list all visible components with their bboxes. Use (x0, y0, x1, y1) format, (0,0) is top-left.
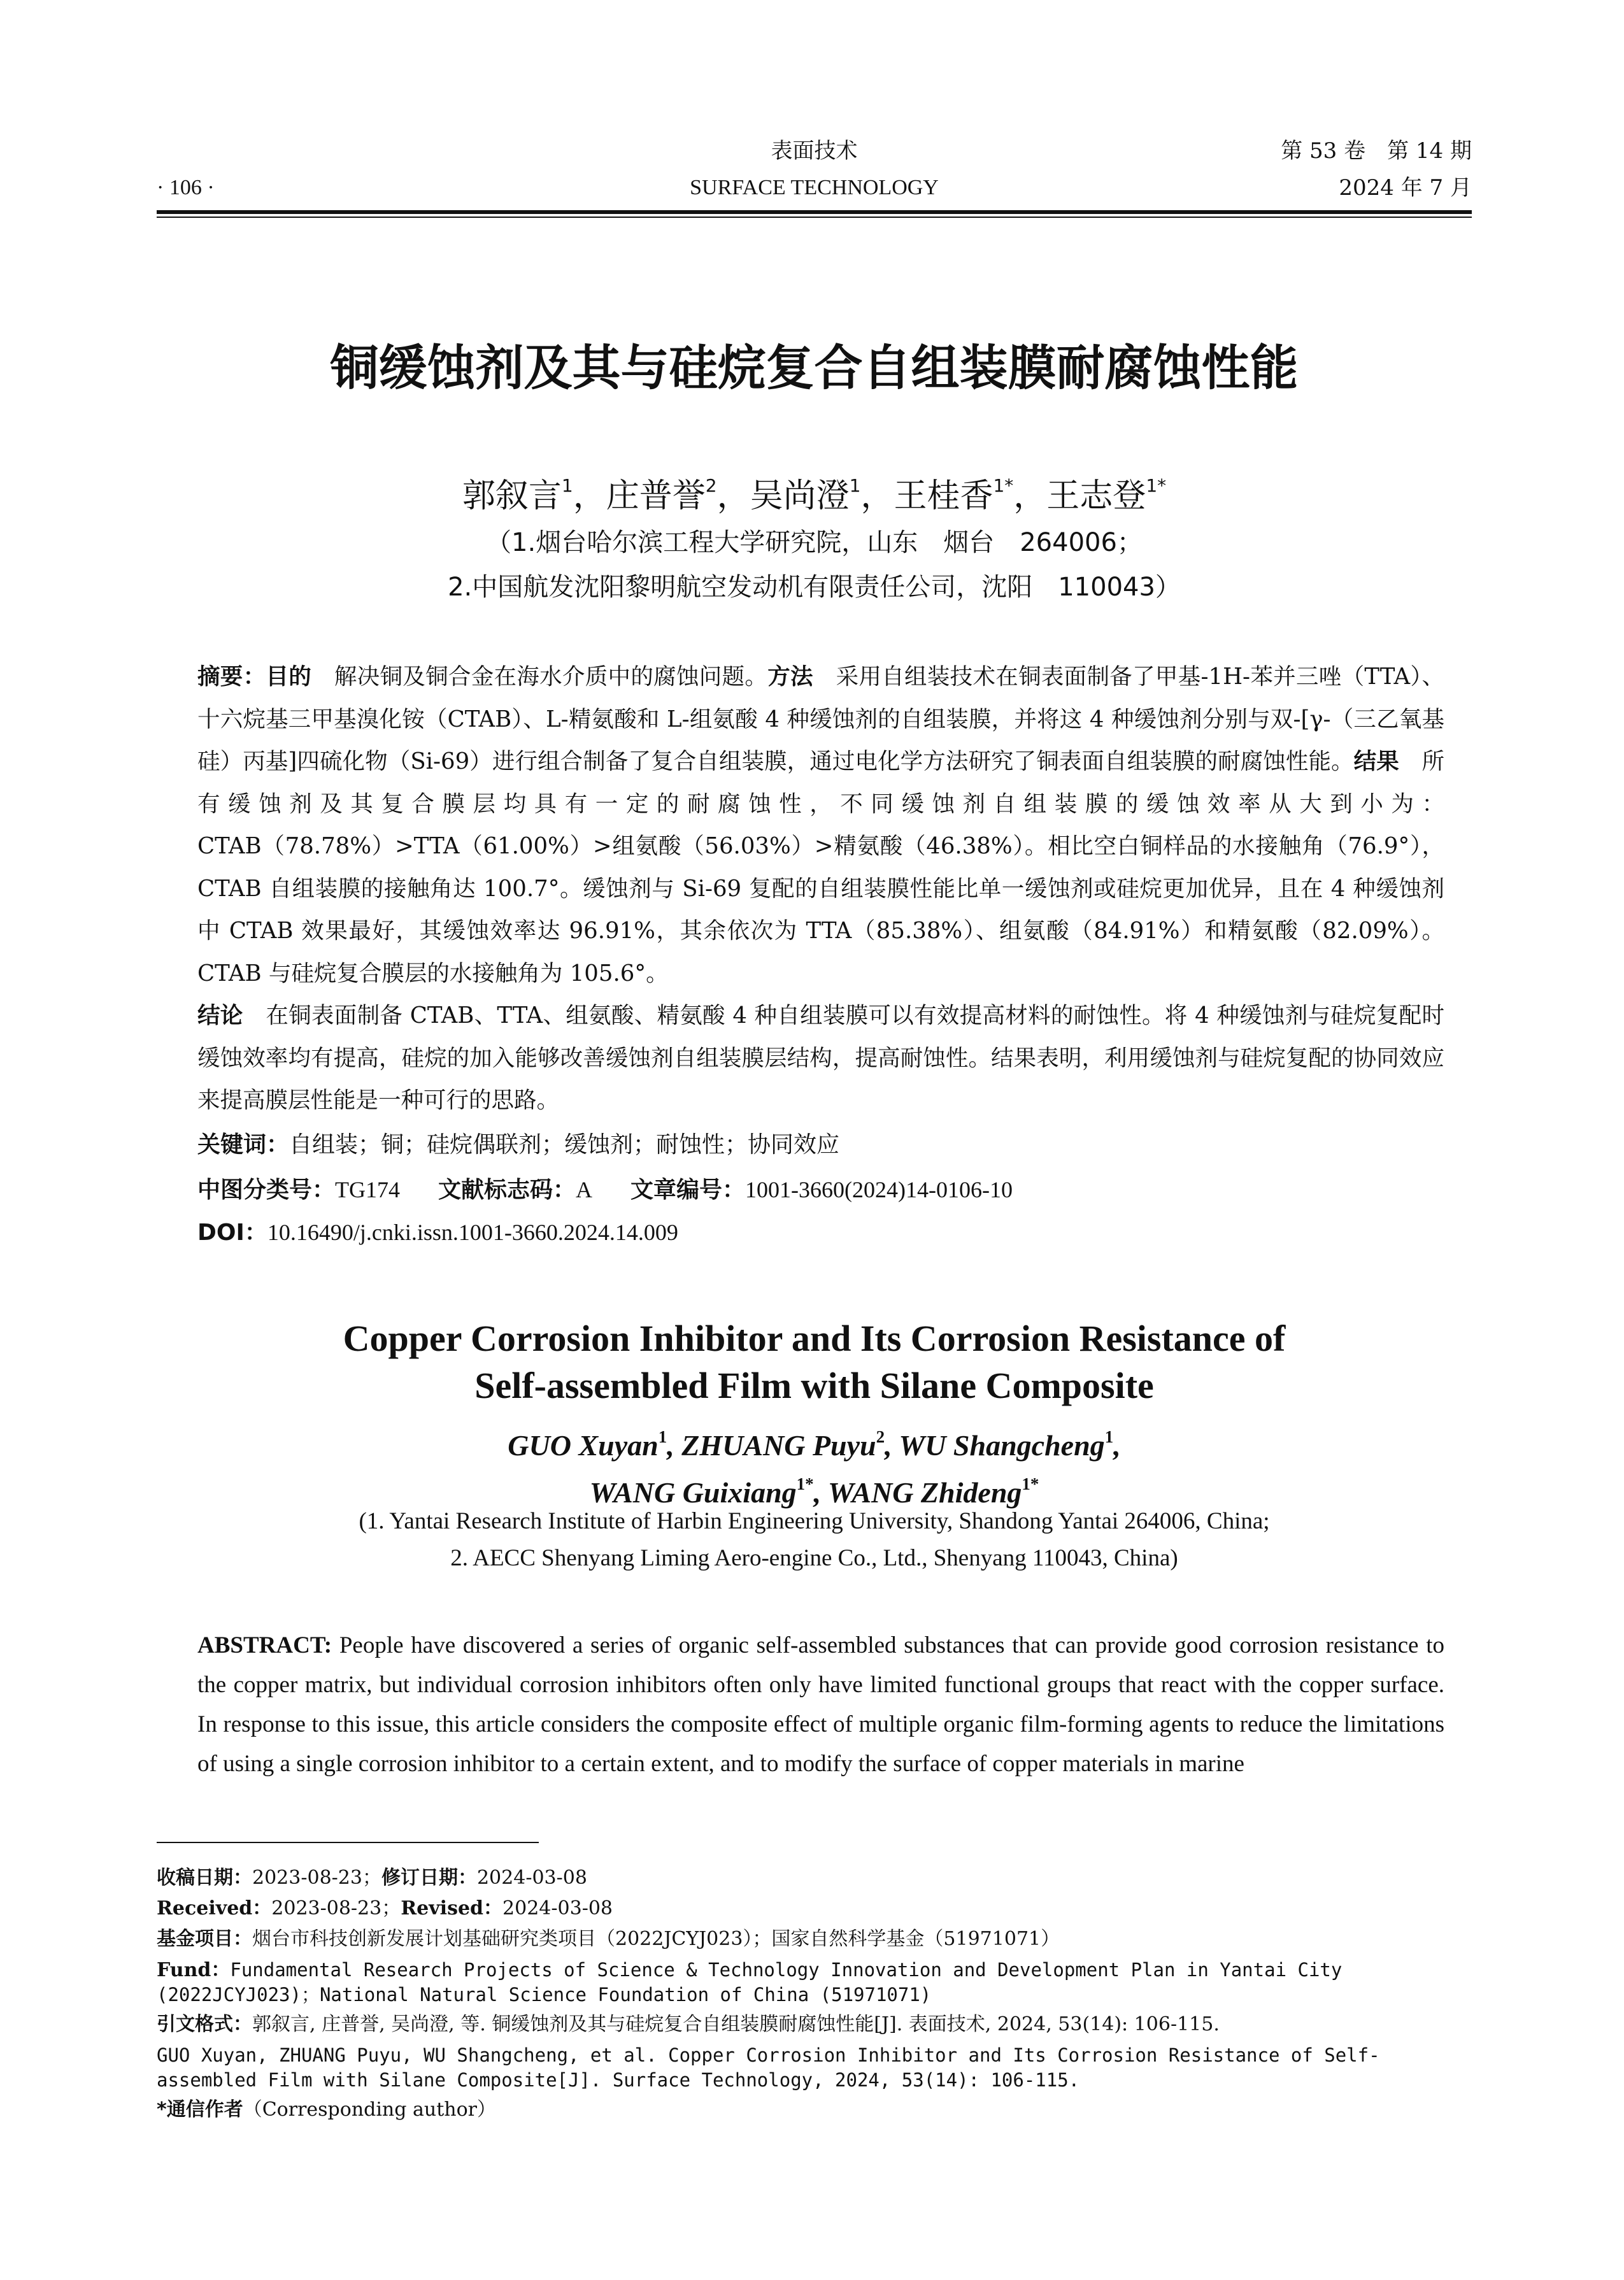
author-en: ZHUANG Puyu$^2$ (681, 1427, 885, 1462)
paper-title-en: Copper Corrosion Inhibitor and Its Corrosion Resistance of Self-assembled Film with Silane Composite (343, 1318, 1286, 1406)
result-order: CTAB（78.78%）>TTA（61.00%）>组氨酸（56.03%）>精氨酸（46.38%）。 (197, 833, 1048, 859)
result-text: 所有缓蚀剂及其复合膜层均具有一定的耐腐蚀性，不同缓蚀剂自组装膜的缓蚀效率从大到小为： (197, 748, 1444, 817)
author-cn: 王志登$^{1*}$ (1046, 475, 1167, 515)
purpose-text: 解决铜及铜合金在海水介质中的腐蚀问题。 (334, 664, 768, 690)
author-en: WANG Guixiang$^{1*}$ (589, 1474, 814, 1509)
footnote-fund-en: Fund：Fundamental Research Projects of Science & Technology Innovation and Development Plan in Yantai City (2022JCYJ023)；National Natural Science Foundation of China (51971071) (157, 1959, 1343, 2006)
author-cn: 吴尚澄$^1$ (750, 475, 861, 515)
method-text: 采用自组装技术在铜表面制备了甲基-1H-苯并三唑（TTA）、十六烷基三甲基溴化铵（CTAB）、L-精氨酸和 L-组氨酸 4 种缓蚀剂的自组装膜，并将这 4 种缓蚀剂分别与双-[γ-（三乙氧基硅）丙基]四硫化物（Si-69）进行组合制备了复合自组装膜，通过电化学方法研究了铜表面自组装膜的耐腐蚀性能。 (197, 664, 1444, 774)
author-en: WU Shangcheng$^1$ (899, 1427, 1114, 1462)
abstract-en-text: People have discovered a series of organic self-assembled substances that can provide good corrosion resistance to the copper matrix, but individual corrosion inhibitors often only have limited functional groups that react with the copper surface. In response to this issue, this article considers the composite effect of multiple organic film-forming agents to reduce the limitations of using a single corrosion inhibitor to a certain extent, and to modify the surface of copper materials in marine (197, 1632, 1444, 1777)
footnote-dates-en: Received：2023-08-23；Revised：2024-03-08 (157, 1897, 613, 1920)
journal-name-en: SURFACE TECHNOLOGY (690, 176, 939, 199)
classification-line: 中图分类号：TG174 文献标志码：A 文章编号：1001-3660(2024)14-0106-10 (197, 1177, 1013, 1203)
keywords: 关键词：自组装；铜；硅烷偶联剂；缓蚀剂；耐蚀性；协同效应 (197, 1132, 840, 1158)
author-cn: 庄普誉$^2$ (606, 475, 717, 515)
footnote-citation-cn: 引文格式：郭叙言, 庄普誉, 吴尚澄, 等. 铜缓蚀剂及其与硅烷复合自组装膜耐腐蚀性能[J]. 表面技术, 2024, 53(14): 106-115. (157, 2013, 1220, 2035)
abstract-label: 摘要： (197, 664, 266, 690)
footnote-fund-cn: 基金项目：烟台市科技创新发展计划基础研究类项目（2022JCYJ023）；国家自然科学基金（51971071） (157, 1928, 1060, 1950)
affiliation-cn-2: 2.中国航发沈阳黎明航空发动机有限责任公司，沈阳 110043） (448, 573, 1181, 602)
header-rule-thick (157, 210, 1472, 214)
issue-date: 2024 年 7 月 (1339, 175, 1472, 201)
author-cn: 郭叙言$^1$ (462, 475, 573, 515)
author-en: GUO Xuyan$^1$ (508, 1427, 667, 1462)
author-cn: 王桂香$^{1*}$ (894, 475, 1014, 515)
abstract-en (197, 1626, 1444, 1784)
footnote-rule (157, 1842, 539, 1843)
doi: DOI：10.16490/j.cnki.issn.1001-3660.2024.14.009 (197, 1220, 678, 1246)
header-rule-thin (157, 217, 1472, 218)
authors-cn: 郭叙言$^1$，庄普誉$^2$，吴尚澄$^1$，王桂香$^{1*}$，王志登$^{1*}$ (462, 475, 1167, 515)
footnote-corresponding: *通信作者（Corresponding author） (157, 2098, 496, 2121)
conclusion-text: 在铜表面制备 CTAB、TTA、组氨酸、精氨酸 4 种自组装膜可以有效提高材料的耐蚀性。将 4 种缓蚀剂与硅烷复配时缓蚀效率均有提高，硅烷的加入能够改善缓蚀剂自组装膜层结构，提高耐蚀性。结果表明，利用缓蚀剂与硅烷复配的协同效应来提高膜层性能是一种可行的思路。 (197, 1002, 1444, 1113)
affiliation-cn-1: （1.烟台哈尔滨工程大学研究院，山东 烟台 264006； (486, 528, 1143, 557)
abstract-cn (197, 656, 1444, 1122)
author-en: WANG Zhideng$^{1*}$ (827, 1474, 1039, 1509)
page-number: · 106 · (157, 176, 215, 199)
volume-issue: 第 53 卷 第 14 期 (1281, 138, 1472, 164)
purpose-label: 目的 (266, 664, 312, 690)
footnote-dates-cn: 收稿日期：2023-08-23；修订日期：2024-03-08 (157, 1867, 587, 1889)
result-label: 结果 (1353, 748, 1399, 774)
paper-title-cn: 铜缓蚀剂及其与硅烷复合自组装膜耐腐蚀性能 (330, 339, 1299, 396)
authors-en: GUO Xuyan$^1$, ZHUANG Puyu$^2$, WU Shangcheng$^1$, WANG Guixiang$^{1*}$, WANG Zhideng$^{1*}$ (508, 1427, 1121, 1509)
affiliation-en-1: (1. Yantai Research Institute of Harbin Engineering University, Shandong Yantai 264006, China; (359, 1508, 1270, 1534)
footnote-citation-en: GUO Xuyan, ZHUANG Puyu, WU Shangcheng, et al. Copper Corrosion Inhibitor and Its Corrosion Resistance of Self-assembled Film with Silane Composite[J]. Surface Technology, 2024, 53(14): 106-115. (157, 2044, 1380, 2091)
abstract-en-label: ABSTRACT: (197, 1632, 332, 1658)
method-label: 方法 (767, 664, 813, 690)
affiliation-en-2: 2. AECC Shenyang Liming Aero-engine Co., Ltd., Shenyang 110043, China) (450, 1545, 1178, 1571)
journal-name-cn: 表面技术 (771, 138, 858, 164)
result-text-2: 相比空白铜样品的水接触角（76.9°），CTAB 自组装膜的接触角达 100.7°。缓蚀剂与 Si-69 复配的自组装膜性能比单一缓蚀剂或硅烷更加优异，且在 4 种缓蚀剂中 CTAB 效果最好，其缓蚀效率达 96.91%，其余依次为 TTA（85.38%）、组氨酸（84.91%）和精氨酸（82.09%）。CTAB 与硅烷复合膜层的水接触角为 105.6°。 (197, 833, 1445, 987)
conclusion-label: 结论 (197, 1002, 243, 1029)
